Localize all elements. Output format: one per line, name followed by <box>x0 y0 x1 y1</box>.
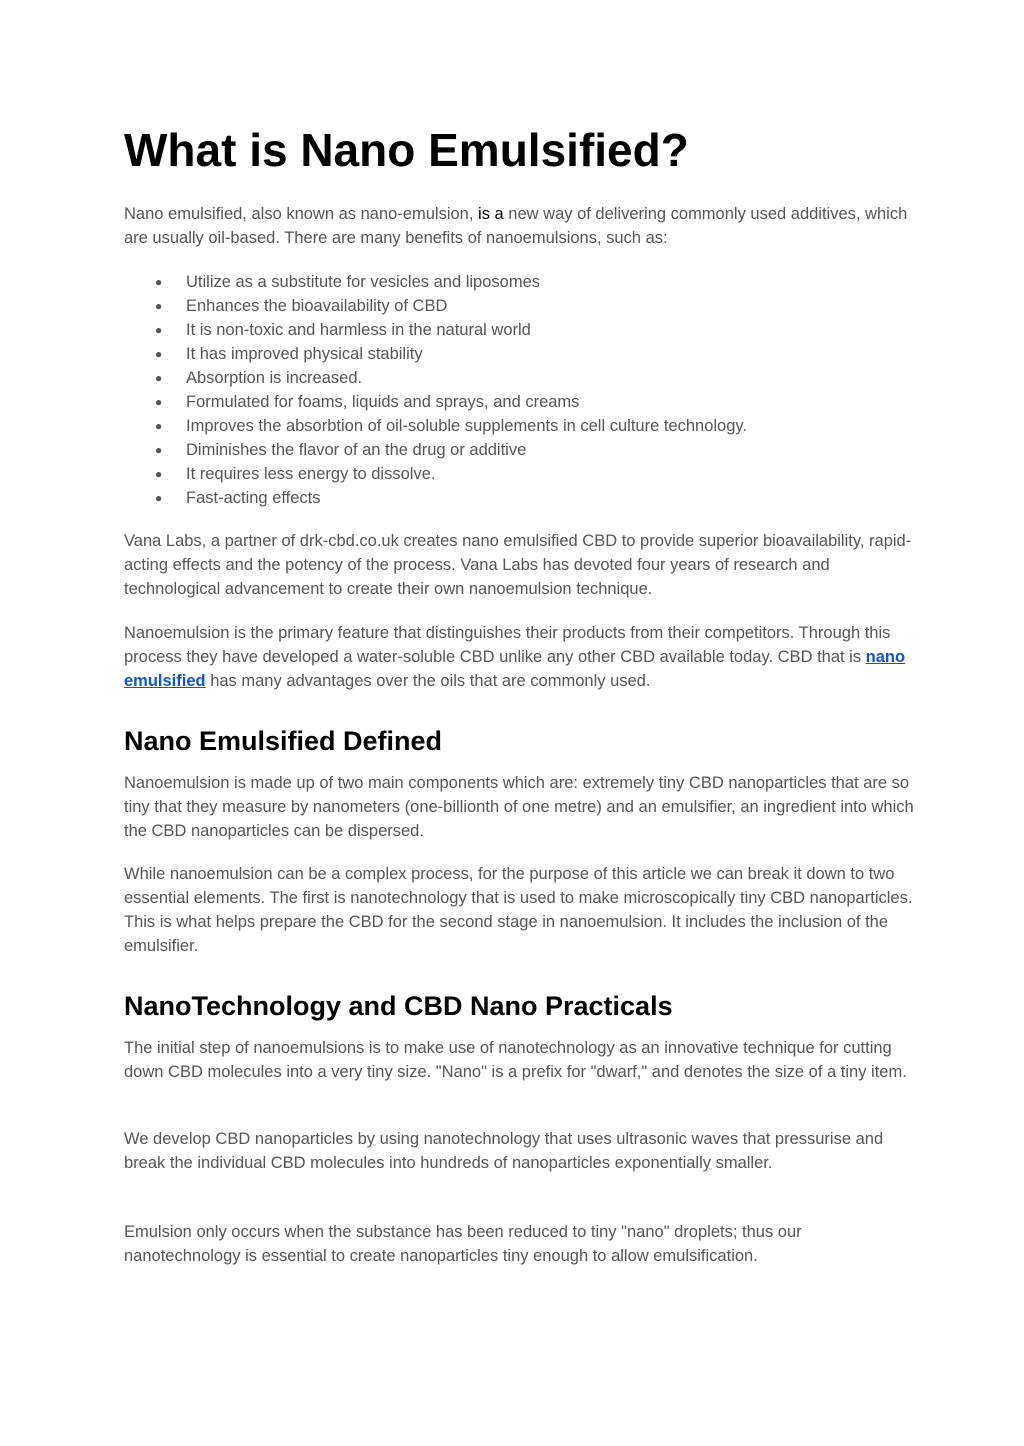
list-item-text: Formulated for foams, liquids and sprays, and creams <box>186 393 580 411</box>
list-item-text: It is non-toxic and harmless in the natural world <box>186 321 531 339</box>
defined-paragraph-2: While nanoemulsion can be a complex process, for the purpose of this article we can break it down to two essential elements. The first is nanotechnology that is used to make microscopically tiny CBD nanoparticles. This is what helps prepare the CBD for the second stage in nanoemulsion. It includes the inclusion of the emulsifier. <box>124 865 913 955</box>
page-title: What is Nano Emulsified? <box>124 124 689 176</box>
list-item <box>124 294 914 318</box>
feature-paragraph <box>124 621 914 693</box>
list-item-text: Improves the absorbtion of oil-soluble supplements in cell culture technology. <box>186 417 747 435</box>
nanotech-paragraph-3: Emulsion only occurs when the substance has been reduced to tiny "nano" droplets; thus our nanotechnology is essential to create nanoparticles tiny enough to allow emulsification. <box>124 1223 802 1265</box>
feature-text-before: Nanoemulsion is the primary feature that distinguishes their products from their competitors. Through this process they have developed a water-soluble CBD unlike any other CBD available today. CBD that is <box>124 624 891 666</box>
list-item <box>124 390 914 414</box>
bullet-icon: ● <box>155 275 163 289</box>
bullet-icon: ● <box>155 395 163 409</box>
list-item <box>124 366 914 390</box>
list-item <box>124 486 914 510</box>
intro-text-after: new way of delivering commonly used additives, which are usually oil-based. There are many benefits of nanoemulsions, such as: <box>124 205 908 247</box>
bullet-icon: ● <box>155 323 163 337</box>
feature-text-after: has many advantages over the oils that are commonly used. <box>205 672 651 690</box>
section-heading-nanotechnology: NanoTechnology and CBD Nano Practicals <box>124 991 673 1021</box>
list-item-text: Utilize as a substitute for vesicles and liposomes <box>186 273 540 291</box>
defined-paragraph-1: Nanoemulsion is made up of two main components which are: extremely tiny CBD nanoparticles that are so tiny that they measure by nanometers (one-billionth of one metre) and an emulsifier, an ingredient into which the CBD nanoparticles can be dispersed. <box>124 774 914 840</box>
bullet-icon: ● <box>155 419 163 433</box>
nanotech-paragraph-2: We develop CBD nanoparticles by using nanotechnology that uses ultrasonic waves that pressurise and break the individual CBD molecules into hundreds of nanoparticles exponentially smaller. <box>124 1130 884 1172</box>
section-heading-defined: Nano Emulsified Defined <box>124 726 443 756</box>
list-item <box>124 462 914 486</box>
list-item <box>124 270 914 294</box>
vana-labs-paragraph: Vana Labs, a partner of drk-cbd.co.uk creates nano emulsified CBD to provide superior bioavailability, rapid-acting effects and the potency of the process. Vana Labs has devoted four years of research and technological advancement to create their own nanoemulsion technique. <box>124 532 912 598</box>
list-item-text: Fast-acting effects <box>186 489 321 507</box>
nanotech-paragraph-1: The initial step of nanoemulsions is to make use of nanotechnology as an innovative technique for cutting down CBD molecules into a very tiny size. "Nano" is a prefix for "dwarf," and denotes the size of a tiny item. <box>124 1039 907 1081</box>
list-item-text: It has improved physical stability <box>186 345 423 363</box>
list-item-text: Absorption is increased. <box>186 369 363 387</box>
list-item-text: Enhances the bioavailability of CBD <box>186 297 448 315</box>
bullet-icon: ● <box>155 347 163 361</box>
bullet-icon: ● <box>155 299 163 313</box>
bullet-icon: ● <box>155 443 163 457</box>
bullet-icon: ● <box>155 467 163 481</box>
list-item <box>124 414 914 438</box>
list-item <box>124 438 914 462</box>
bullet-icon: ● <box>155 491 163 505</box>
list-item-text: Diminishes the flavor of an the drug or additive <box>186 441 527 459</box>
intro-paragraph <box>124 202 914 250</box>
list-item <box>124 342 914 366</box>
nano-emulsified-link[interactable]: nano emulsified <box>124 648 906 690</box>
list-item <box>124 318 914 342</box>
benefits-list <box>124 270 914 510</box>
intro-text-before: Nano emulsified, also known as nano-emulsion, <box>124 205 479 223</box>
list-item-text: It requires less energy to dissolve. <box>186 465 436 483</box>
intro-text-highlight: is a <box>478 205 504 223</box>
bullet-icon: ● <box>155 371 163 385</box>
